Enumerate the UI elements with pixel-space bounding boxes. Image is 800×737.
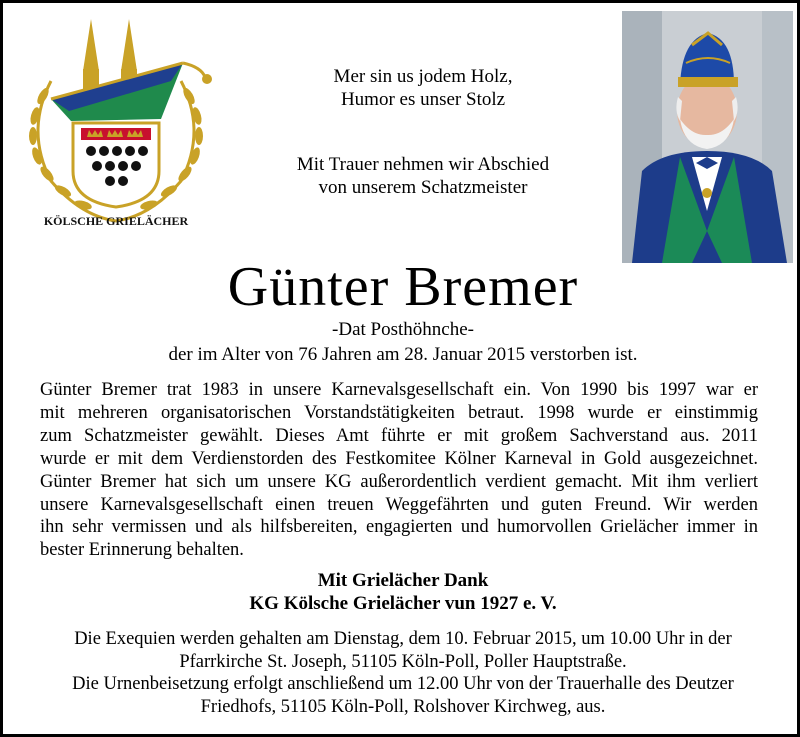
motto-line: Humor es unser Stolz (340, 89, 506, 110)
deceased-name: Günter Bremer (227, 256, 579, 318)
funeral-details (3, 628, 800, 718)
farewell-message (223, 153, 623, 199)
logo-text: KÖLSCHE GRIELÄCHER (43, 214, 189, 228)
biography-line: zum Schatzmeister gewählt. Dieses Amt führte er mit großem Sachverstand aus. 2011 (40, 425, 758, 446)
club-emblem-icon (11, 11, 221, 231)
club-logo (11, 11, 221, 231)
biography-line: ihn sehr vermissen und als hilfsbereiten, engagierten und humorvollen Grielächer immer in (40, 517, 758, 538)
funeral-line: Die Urnenbeisetzung erfolgt anschließend um 12.00 Uhr von der Trauerhalle des Deutzer (72, 674, 734, 694)
motto-line: Mer sin us jodem Holz, (333, 66, 513, 87)
biography-line: unsere Karnevalsgesellschaft einen treuen Weggefährten und guten Freund. Wir werden (40, 494, 758, 515)
death-statement: der im Alter von 76 Jahren am 28. Januar 2015 verstorben ist. (168, 344, 638, 365)
biography (40, 379, 758, 562)
club-name: KG Kölsche Grielächer vun 1927 e. V. (249, 593, 557, 614)
farewell-line: von unserem Schatzmeister (318, 177, 528, 198)
farewell-line: Mit Trauer nehmen wir Abschied (296, 154, 550, 175)
deceased-nickname: -Dat Posthöhnche- (332, 319, 474, 340)
portrait-icon (622, 11, 793, 263)
funeral-line: Friedhofs, 51105 Köln-Poll, Rolshover Kirchweg, aus. (200, 696, 606, 717)
funeral-line: Pfarrkirche St. Joseph, 51105 Köln-Poll, Poller Hauptstraße. (179, 651, 627, 672)
portrait-photo (622, 11, 793, 263)
biography-line: Günter Bremer trat 1983 in unsere Karnevalsgesellschaft ein. Von 1990 bis 1997 war er (40, 380, 758, 400)
biography-line: mit mehreren organisatorischen Vorstandstätigkeiten betraut. 1998 wurde er einstimmig (40, 402, 758, 423)
thanks-signature (3, 569, 800, 615)
biography-line: bester Erinnerung behalten. (40, 540, 244, 561)
biography-line: wurde er mit dem Verdienstorden des Festkomitee Kölner Karneval in Gold ausgezeichnet. (40, 448, 758, 469)
club-motto (233, 65, 613, 111)
thanks-line: Mit Grielächer Dank (317, 570, 489, 591)
funeral-line: Die Exequien werden gehalten am Dienstag, dem 10. Februar 2015, um 10.00 Uhr in der (74, 629, 732, 649)
biography-line: Günter Bremer hat sich um unsere KG außerordentlich verdient gemacht. Mit ihm verliert (40, 471, 758, 492)
